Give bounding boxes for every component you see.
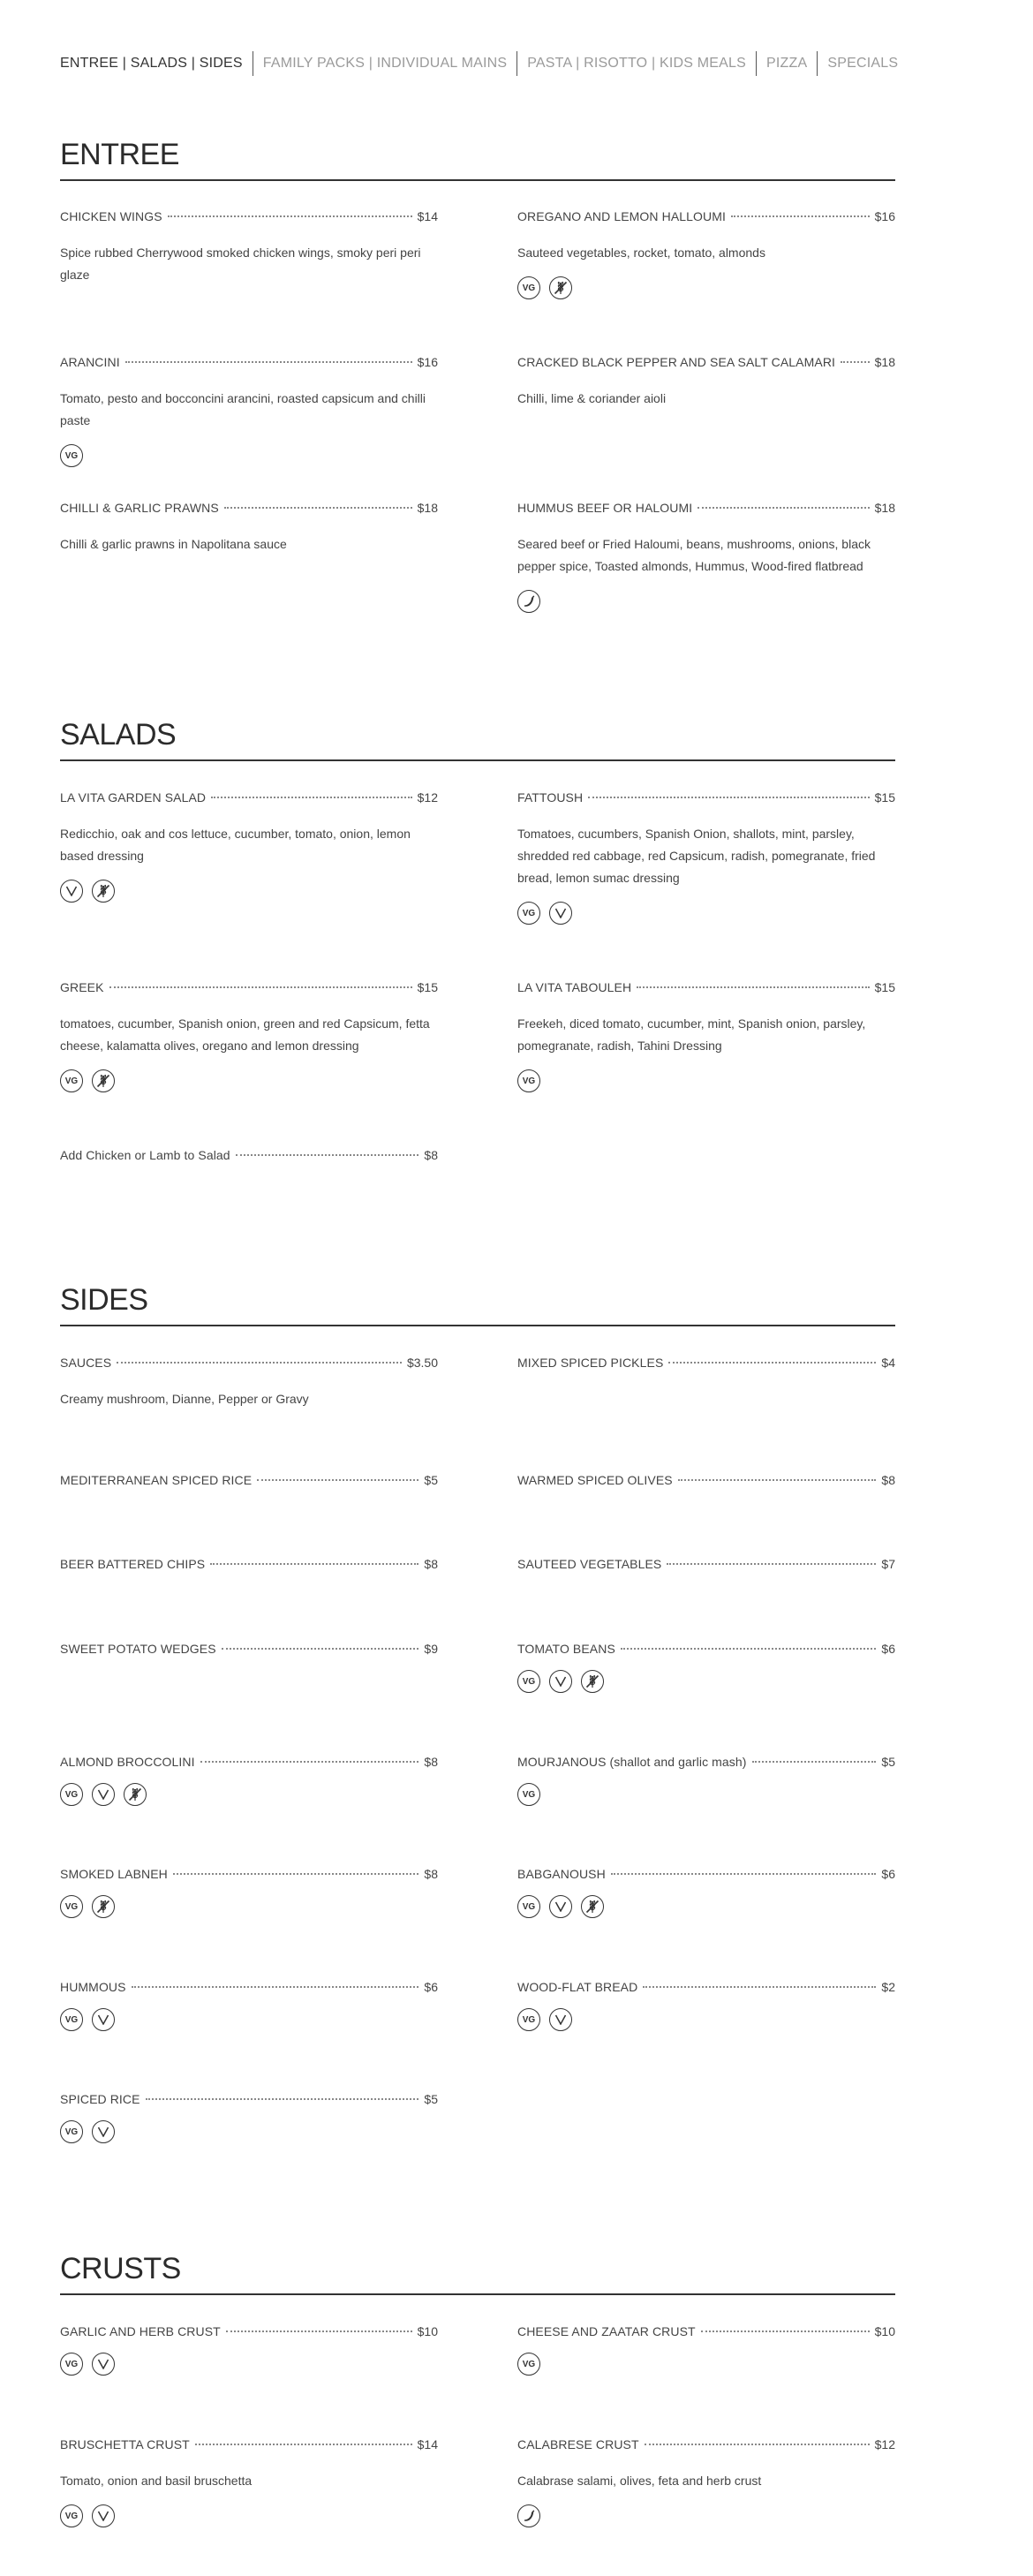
item-header [60,1642,438,1658]
item-header [517,980,895,996]
vegan-icon: VG [60,2120,83,2143]
vegan-icon: VG [60,444,83,467]
dot-leader [173,1873,419,1875]
chilli-icon [517,590,540,613]
item-header [517,355,895,371]
dietary-icons [60,1895,438,1918]
item-header [517,1867,895,1883]
dietary-icons [517,2353,895,2376]
vegetarian-icon [92,2353,115,2376]
tab-pasta-risotto-kids[interactable]: PASTA | RISOTTO | KIDS MEALS [527,56,746,71]
item-header [60,209,438,225]
item-price: $6 [424,1980,438,1994]
item-description: Redicchio, oak and cos lettuce, cucumber, tomato, onion, lemon based dressing [60,827,411,863]
dot-leader [701,2330,870,2332]
dietary-icons [517,2504,895,2527]
item-name: CHILLI & GARLIC PRAWNS [60,501,219,515]
tab-family-packs-mains[interactable]: FAMILY PACKS | INDIVIDUAL MAINS [262,56,508,71]
item-header [60,1980,438,1996]
item-header [517,209,895,225]
item-name: ALMOND BROCCOLINI [60,1755,195,1769]
dietary-icons [517,2008,895,2031]
gluten-free-icon [92,1069,115,1092]
dietary-icons [60,2353,438,2376]
gluten-free-icon [124,1783,147,1806]
vegan-icon: VG [517,276,540,299]
item-name: ARANCINI [60,355,120,369]
item-header [60,2437,438,2453]
vegetarian-icon [92,1783,115,1806]
section-title: SALADS [60,718,177,752]
item-header [60,1473,438,1489]
item-header [517,1755,895,1771]
menu-item [517,1473,895,1489]
menu-item [517,209,895,299]
item-header [517,1473,895,1489]
item-description: Calabrase salami, olives, feta and herb crust [517,2474,762,2488]
dietary-icons [517,1069,895,1092]
menu-item [517,1642,895,1693]
item-name: BRUSCHETTA CRUST [60,2437,190,2451]
vegetarian-icon [60,880,83,903]
vegan-icon: VG [60,1783,83,1806]
vegan-icon: VG [60,2008,83,2031]
item-header [60,1148,438,1164]
dietary-icons [517,276,895,299]
item-name: BABGANOUSH [517,1867,606,1881]
menu-item [517,2437,895,2527]
menu-item [60,2324,438,2376]
menu-item [517,1755,895,1806]
item-price: $9 [424,1642,438,1656]
item-description: Tomato, onion and basil bruschetta [60,2474,253,2488]
item-price: $18 [417,501,438,515]
dietary-icons [60,2008,438,2031]
item-header [517,1642,895,1658]
dietary-icons [60,2120,438,2143]
item-price: $12 [874,2437,895,2451]
vegetarian-icon [92,2504,115,2527]
section-title: SIDES [60,1283,148,1317]
dot-leader [146,2098,419,2100]
dietary-icons [517,1783,895,1806]
section-title: CRUSTS [60,2252,181,2285]
item-description: Creamy mushroom, Dianne, Pepper or Gravy [60,1392,309,1406]
section-entree [60,137,895,181]
item-price: $14 [417,2437,438,2451]
section-crusts [60,2251,895,2295]
item-price: $5 [424,2092,438,2106]
item-name: CRACKED BLACK PEPPER AND SEA SALT CALAMARI [517,355,836,369]
tab-entree-salads-sides[interactable]: ENTREE | SALADS | SIDES [60,56,243,71]
dot-leader [731,215,870,217]
menu-item [517,790,895,925]
vegan-icon: VG [517,2008,540,2031]
menu-item [60,1867,438,1918]
item-name: LA VITA GARDEN SALAD [60,790,207,805]
item-name: Add Chicken or Lamb to Salad [60,1148,230,1162]
vegetarian-icon [92,2120,115,2143]
item-name: WARMED SPICED OLIVES [517,1473,673,1487]
section-title: ENTREE [60,138,179,171]
menu-item [60,2437,438,2527]
item-name: HUMMOUS [60,1980,126,1994]
menu-item [60,790,438,903]
menu-item [60,1148,438,1164]
dot-leader [195,2444,412,2445]
item-header [517,1356,895,1371]
item-name: HUMMUS BEEF OR HALOUMI [517,501,693,515]
item-price: $18 [874,501,895,515]
section-divider [60,759,895,761]
menu-item [517,1557,895,1573]
menu-item [517,2324,895,2376]
dot-leader [226,2330,412,2332]
menu-item [517,501,895,613]
menu-item [60,209,438,286]
menu-item [517,1980,895,2031]
vegan-icon: VG [60,1895,83,1918]
vegan-icon: VG [517,2353,540,2376]
tab-pizza[interactable]: PIZZA [766,56,808,71]
dot-leader [132,1986,419,1988]
item-description: Freekeh, diced tomato, cucumber, mint, Spanish onion, parsley, pomegranate, radish, Tahini Dressing [517,1016,866,1053]
vegan-icon: VG [517,1895,540,1918]
dot-leader [200,1761,419,1763]
item-name: SMOKED LABNEH [60,1867,168,1881]
dietary-icons [517,1670,895,1693]
item-header [517,2437,895,2453]
dot-leader [667,1563,876,1565]
item-name: SAUTEED VEGETABLES [517,1557,662,1571]
section-divider [60,179,895,181]
dot-leader [224,507,412,509]
item-name: CHEESE AND ZAATAR CRUST [517,2324,696,2338]
item-price: $6 [881,1642,895,1656]
dietary-icons [60,880,438,903]
vegan-icon: VG [60,2353,83,2376]
item-header [60,1867,438,1883]
dietary-icons [517,590,895,613]
menu-item [60,355,438,467]
vegan-icon: VG [517,902,540,925]
tab-specials[interactable]: SPECIALS [827,56,899,71]
gluten-free-icon [92,880,115,903]
item-price: $8 [881,1473,895,1487]
menu-item [60,1642,438,1658]
item-header [60,980,438,996]
item-description: Sauteed vegetables, rocket, tomato, almonds [517,246,765,260]
gluten-free-icon [581,1895,604,1918]
item-header [60,2092,438,2108]
dot-leader [697,507,869,509]
item-price: $3.50 [406,1356,438,1370]
item-price: $15 [417,980,438,994]
item-name: CHICKEN WINGS [60,209,162,223]
menu-item [60,1557,438,1573]
dot-leader [222,1648,419,1650]
vegetarian-icon [92,2008,115,2031]
dot-leader [257,1479,418,1481]
vegetarian-icon [549,2008,572,2031]
menu-item [60,2092,438,2143]
item-header [60,1755,438,1771]
item-price: $10 [417,2324,438,2338]
item-name: BEER BATTERED CHIPS [60,1557,206,1571]
item-header [60,2324,438,2340]
item-price: $10 [874,2324,895,2338]
item-price: $4 [881,1356,895,1370]
dietary-icons [517,902,895,925]
item-price: $16 [417,355,438,369]
item-name: SPICED RICE [60,2092,140,2106]
gluten-free-icon [549,276,572,299]
menu-tabs [60,51,908,76]
item-price: $8 [424,1148,438,1162]
dot-leader [637,986,869,988]
item-price: $18 [874,355,895,369]
dot-leader [588,797,869,798]
dot-leader [210,1563,418,1565]
item-name: MEDITERRANEAN SPICED RICE [60,1473,253,1487]
menu-item [517,980,895,1092]
dot-leader [109,986,412,988]
item-price: $2 [881,1980,895,1994]
vegetarian-icon [549,902,572,925]
item-description: Seared beef or Fried Haloumi, beans, mushrooms, onions, black pepper spice, Toasted almonds, Hummus, Wood-fired flatbread [517,537,871,573]
item-name: WOOD-FLAT BREAD [517,1980,638,1994]
item-price: $8 [424,1557,438,1571]
dot-leader [841,361,870,363]
item-description: Chilli & garlic prawns in Napolitana sauce [60,537,287,551]
item-header [60,790,438,806]
vegan-icon: VG [517,1670,540,1693]
menu-item [60,501,438,555]
menu-item [517,1356,895,1371]
dot-leader [117,1362,402,1364]
item-name: GARLIC AND HERB CRUST [60,2324,221,2338]
vegan-icon: VG [517,1069,540,1092]
item-name: MOURJANOUS (shallot and garlic mash) [517,1755,747,1769]
menu-item [60,1755,438,1806]
dietary-icons [60,1783,438,1806]
section-sides [60,1282,895,1326]
item-price: $8 [424,1755,438,1769]
dot-leader [236,1154,419,1156]
menu-item [517,1867,895,1918]
dot-leader [678,1479,877,1481]
item-price: $7 [881,1557,895,1571]
item-header [60,1356,438,1371]
item-name: MIXED SPICED PICKLES [517,1356,664,1370]
gluten-free-icon [92,1895,115,1918]
item-price: $5 [424,1473,438,1487]
menu-item [60,1356,438,1410]
item-name: OREGANO AND LEMON HALLOUMI [517,209,726,223]
item-price: $5 [881,1755,895,1769]
dot-leader [643,1986,876,1988]
item-header [517,1557,895,1573]
dietary-icons [60,444,438,467]
item-name: SWEET POTATO WEDGES [60,1642,216,1656]
item-price: $15 [874,790,895,805]
item-name: FATTOUSH [517,790,584,805]
item-name: CALABRESE CRUST [517,2437,639,2451]
dot-leader [621,1648,877,1650]
item-name: GREEK [60,980,104,994]
menu-item [60,980,438,1092]
vegetarian-icon [549,1670,572,1693]
item-header [517,2324,895,2340]
item-header [60,1557,438,1573]
dietary-icons [60,1069,438,1092]
item-header [60,501,438,517]
item-price: $14 [417,209,438,223]
menu-item [517,355,895,410]
dot-leader [752,1761,877,1763]
menu-item [60,1980,438,2031]
vegan-icon: VG [60,1069,83,1092]
vegetarian-icon [549,1895,572,1918]
dot-leader [125,361,412,363]
vegan-icon: VG [517,1783,540,1806]
item-description: Chilli, lime & coriander aioli [517,391,667,405]
item-price: $15 [874,980,895,994]
chilli-icon [517,2504,540,2527]
item-price: $12 [417,790,438,805]
section-divider [60,2293,895,2295]
section-divider [60,1325,895,1326]
dot-leader [168,215,412,217]
vegan-icon: VG [60,2504,83,2527]
item-header [60,355,438,371]
section-salads [60,717,895,761]
item-header [517,501,895,517]
gluten-free-icon [581,1670,604,1693]
dietary-icons [517,1895,895,1918]
dot-leader [611,1873,877,1875]
menu-item [60,1473,438,1489]
item-price: $8 [424,1867,438,1881]
item-name: TOMATO BEANS [517,1642,615,1656]
item-name: LA VITA TABOULEH [517,980,632,994]
item-description: Tomato, pesto and bocconcini arancini, roasted capsicum and chilli paste [60,391,426,427]
item-name: SAUCES [60,1356,112,1370]
item-header [517,790,895,806]
item-price: $6 [881,1867,895,1881]
item-header [517,1980,895,1996]
item-price: $16 [874,209,895,223]
dot-leader [211,797,412,798]
item-description: Spice rubbed Cherrywood smoked chicken wings, smoky peri peri glaze [60,246,421,282]
item-description: tomatoes, cucumber, Spanish onion, green and red Capsicum, fetta cheese, kalamatta olives, oregano and lemon dressing [60,1016,430,1053]
dot-leader [645,2444,870,2445]
dietary-icons [60,2504,438,2527]
dot-leader [668,1362,876,1364]
item-description: Tomatoes, cucumbers, Spanish Onion, shallots, mint, parsley, shredded red cabbage, red Capsicum, radish, pomegranate, fried bread, lemon sumac dressing [517,827,876,885]
